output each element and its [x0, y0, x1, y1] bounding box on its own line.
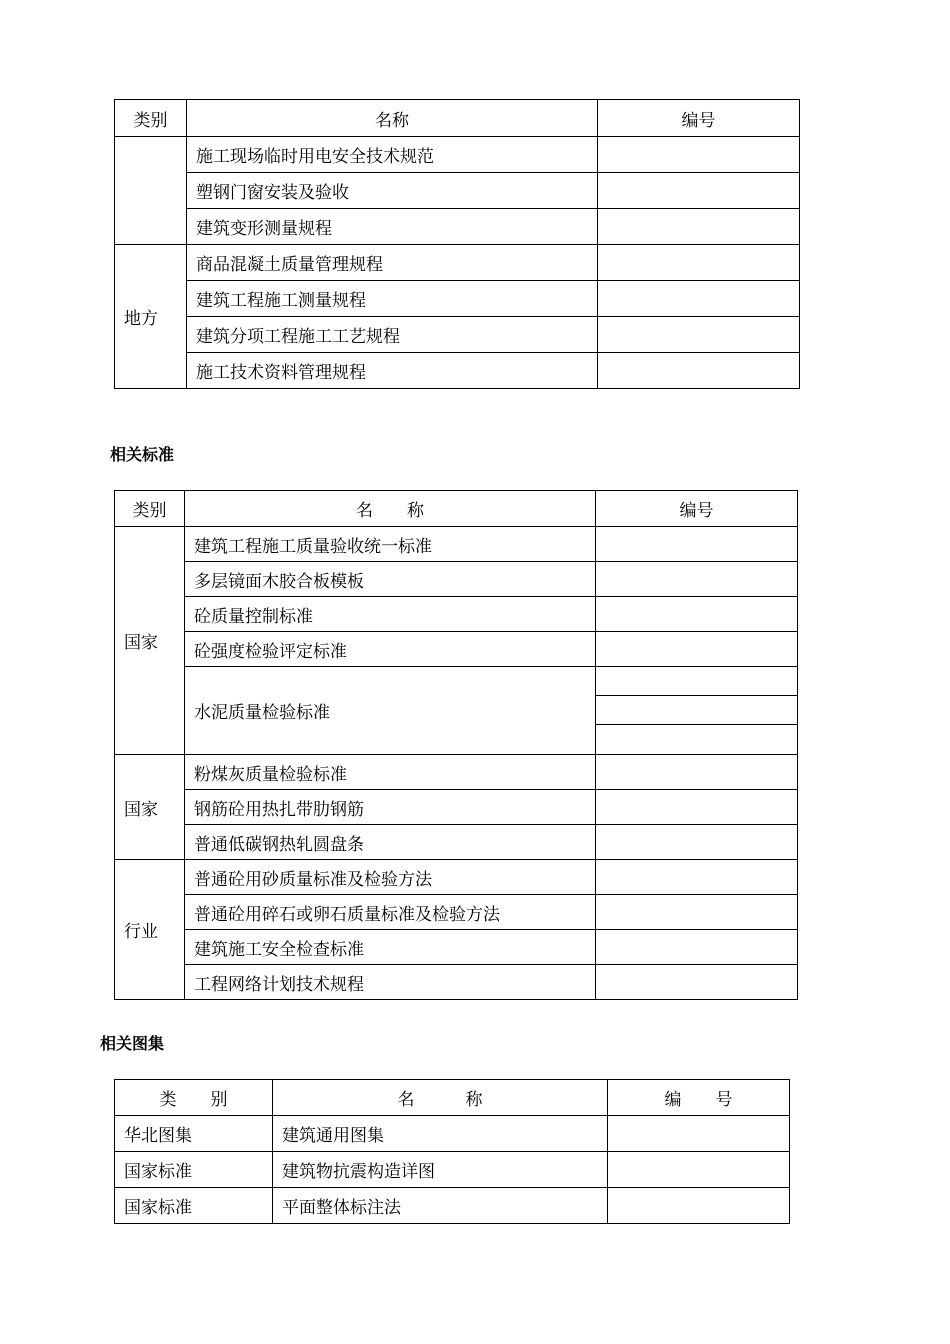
table-row-name: 粉煤灰质量检验标准 [185, 755, 596, 790]
table-row-number [598, 173, 800, 209]
table-row-number [596, 632, 798, 667]
section-heading-standards: 相关标准 [110, 445, 175, 464]
table-row-name: 普通砼用砂质量标准及检验方法 [185, 860, 596, 895]
table-row-number [596, 667, 798, 696]
table-row-number [596, 860, 798, 895]
table-row-number [598, 137, 800, 173]
table-row-name: 建筑物抗震构造详图 [273, 1152, 608, 1188]
header-number: 编号 [598, 100, 800, 137]
table-row-name: 建筑分项工程施工工艺规程 [187, 317, 598, 353]
table-row-category: 华北图集 [115, 1116, 273, 1152]
table-row-number [598, 245, 800, 281]
table-row-name: 水泥质量检验标准 [185, 667, 596, 755]
table-row-category: 国家标准 [115, 1152, 273, 1188]
table-row-number [596, 562, 798, 597]
table-row-number [596, 825, 798, 860]
table-row-number [598, 317, 800, 353]
table-row-name: 建筑工程施工测量规程 [187, 281, 598, 317]
category-cell: 国家 [115, 527, 185, 755]
table-row-name: 砼强度检验评定标准 [185, 632, 596, 667]
header-number: 编号 [596, 491, 798, 527]
table-row-number [596, 725, 798, 755]
atlas-table [114, 1079, 790, 1224]
header-number: 编 号 [608, 1080, 790, 1116]
category-cell [115, 137, 187, 245]
table-row-name: 钢筋砼用热扎带肋钢筋 [185, 790, 596, 825]
table-row-number [608, 1188, 790, 1224]
table-row-number [608, 1152, 790, 1188]
table-row-name: 施工现场临时用电安全技术规范 [187, 137, 598, 173]
table-row-number [596, 965, 798, 1000]
table-row-number [596, 930, 798, 965]
table-row-name: 普通低碳钢热轧圆盘条 [185, 825, 596, 860]
category-cell: 行业 [115, 860, 185, 1000]
header-name: 名 称 [273, 1080, 608, 1116]
table-row-name: 建筑变形测量规程 [187, 209, 598, 245]
table-row-name: 砼质量控制标准 [185, 597, 596, 632]
table-row-name: 建筑施工安全检查标准 [185, 930, 596, 965]
header-name: 名 称 [185, 491, 596, 527]
table-row-number [596, 790, 798, 825]
table-row-name: 商品混凝土质量管理规程 [187, 245, 598, 281]
table-row-name: 建筑通用图集 [273, 1116, 608, 1152]
table-row-name: 施工技术资料管理规程 [187, 353, 598, 389]
table-row-name: 多层镜面木胶合板模板 [185, 562, 596, 597]
table-row-number [596, 895, 798, 930]
table-row-name: 建筑工程施工质量验收统一标准 [185, 527, 596, 562]
table-row-number [598, 209, 800, 245]
standards-table-2 [114, 490, 798, 1000]
table-row-number [596, 755, 798, 790]
table-row-name: 工程网络计划技术规程 [185, 965, 596, 1000]
category-cell: 地方 [115, 245, 187, 389]
table-row-number [596, 597, 798, 632]
table-row-number [596, 696, 798, 725]
table-row-number [596, 527, 798, 562]
standards-table-1 [114, 99, 800, 389]
table-row-number [598, 353, 800, 389]
table-row-name: 普通砼用碎石或卵石质量标准及检验方法 [185, 895, 596, 930]
section-heading-atlases: 相关图集 [100, 1034, 165, 1053]
header-category: 类别 [115, 100, 187, 137]
header-name: 名称 [187, 100, 598, 137]
table-row-category: 国家标准 [115, 1188, 273, 1224]
header-category: 类 别 [115, 1080, 273, 1116]
table-row-name: 塑钢门窗安装及验收 [187, 173, 598, 209]
table-row-name: 平面整体标注法 [273, 1188, 608, 1224]
header-category: 类别 [115, 491, 185, 527]
category-cell: 国家 [115, 755, 185, 860]
table-row-number [608, 1116, 790, 1152]
table-row-number [598, 281, 800, 317]
